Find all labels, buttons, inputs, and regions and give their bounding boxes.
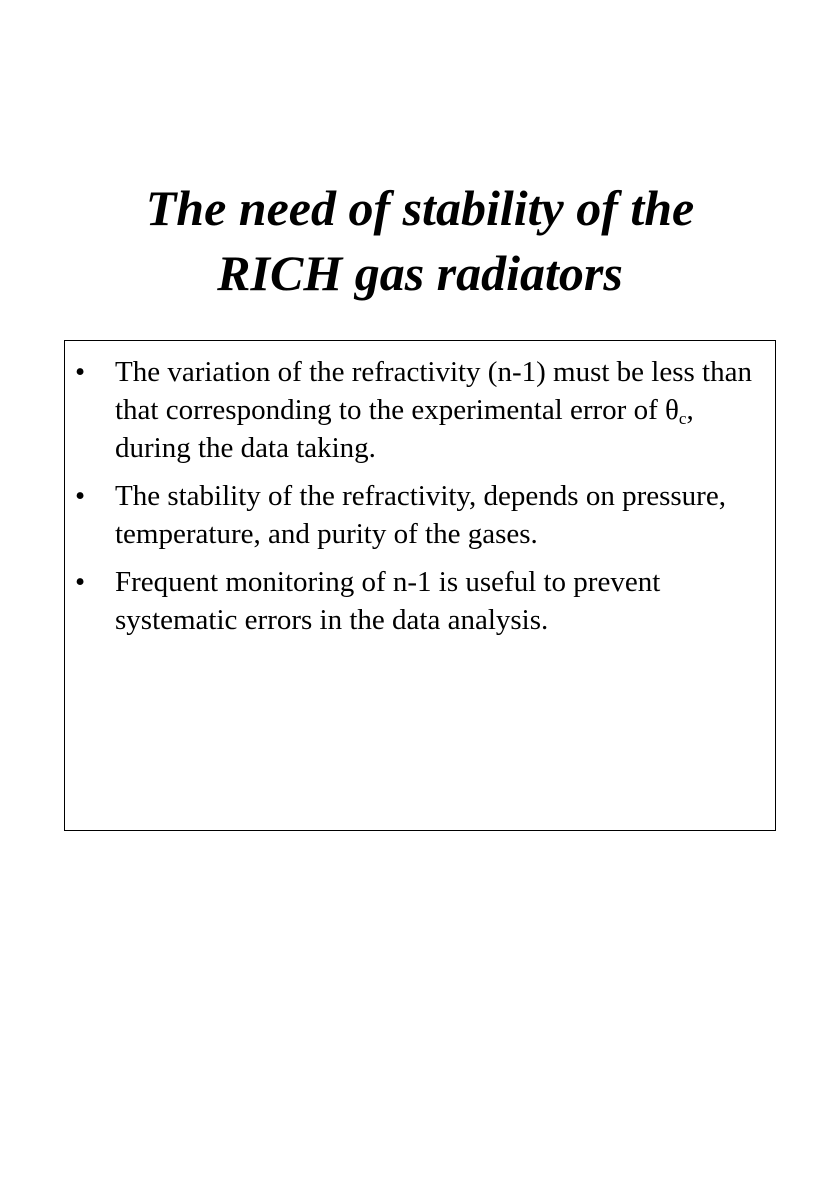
bullet-icon: • — [75, 566, 86, 598]
bullet-text-before: The variation of the refractivity (n-1) must be less than that corresponding to the experimental error of — [115, 356, 752, 426]
bullet-item-refractivity-stability — [65, 477, 777, 553]
bullet-text: The stability of the refractivity, depends on pressure, temperature, and purity of the gases. — [115, 480, 726, 550]
bullet-icon: • — [75, 480, 86, 512]
content-box — [64, 340, 776, 831]
slide-title-line-2: RICH gas radiators — [217, 245, 623, 301]
bullet-list — [65, 353, 777, 649]
bullet-item-refractivity-variation — [65, 353, 777, 467]
bullet-text-after: , during the data taking. — [115, 394, 694, 464]
theta-subscript: c — [678, 409, 687, 428]
theta-symbol: θ — [665, 394, 679, 426]
bullet-text: Frequent monitoring of n-1 is useful to prevent systematic errors in the data analysis. — [115, 566, 661, 636]
bullet-item-monitoring — [65, 563, 777, 639]
slide-title — [0, 176, 840, 306]
slide-title-line-1: The need of stability of the — [145, 180, 695, 236]
bullet-icon: • — [75, 356, 86, 388]
